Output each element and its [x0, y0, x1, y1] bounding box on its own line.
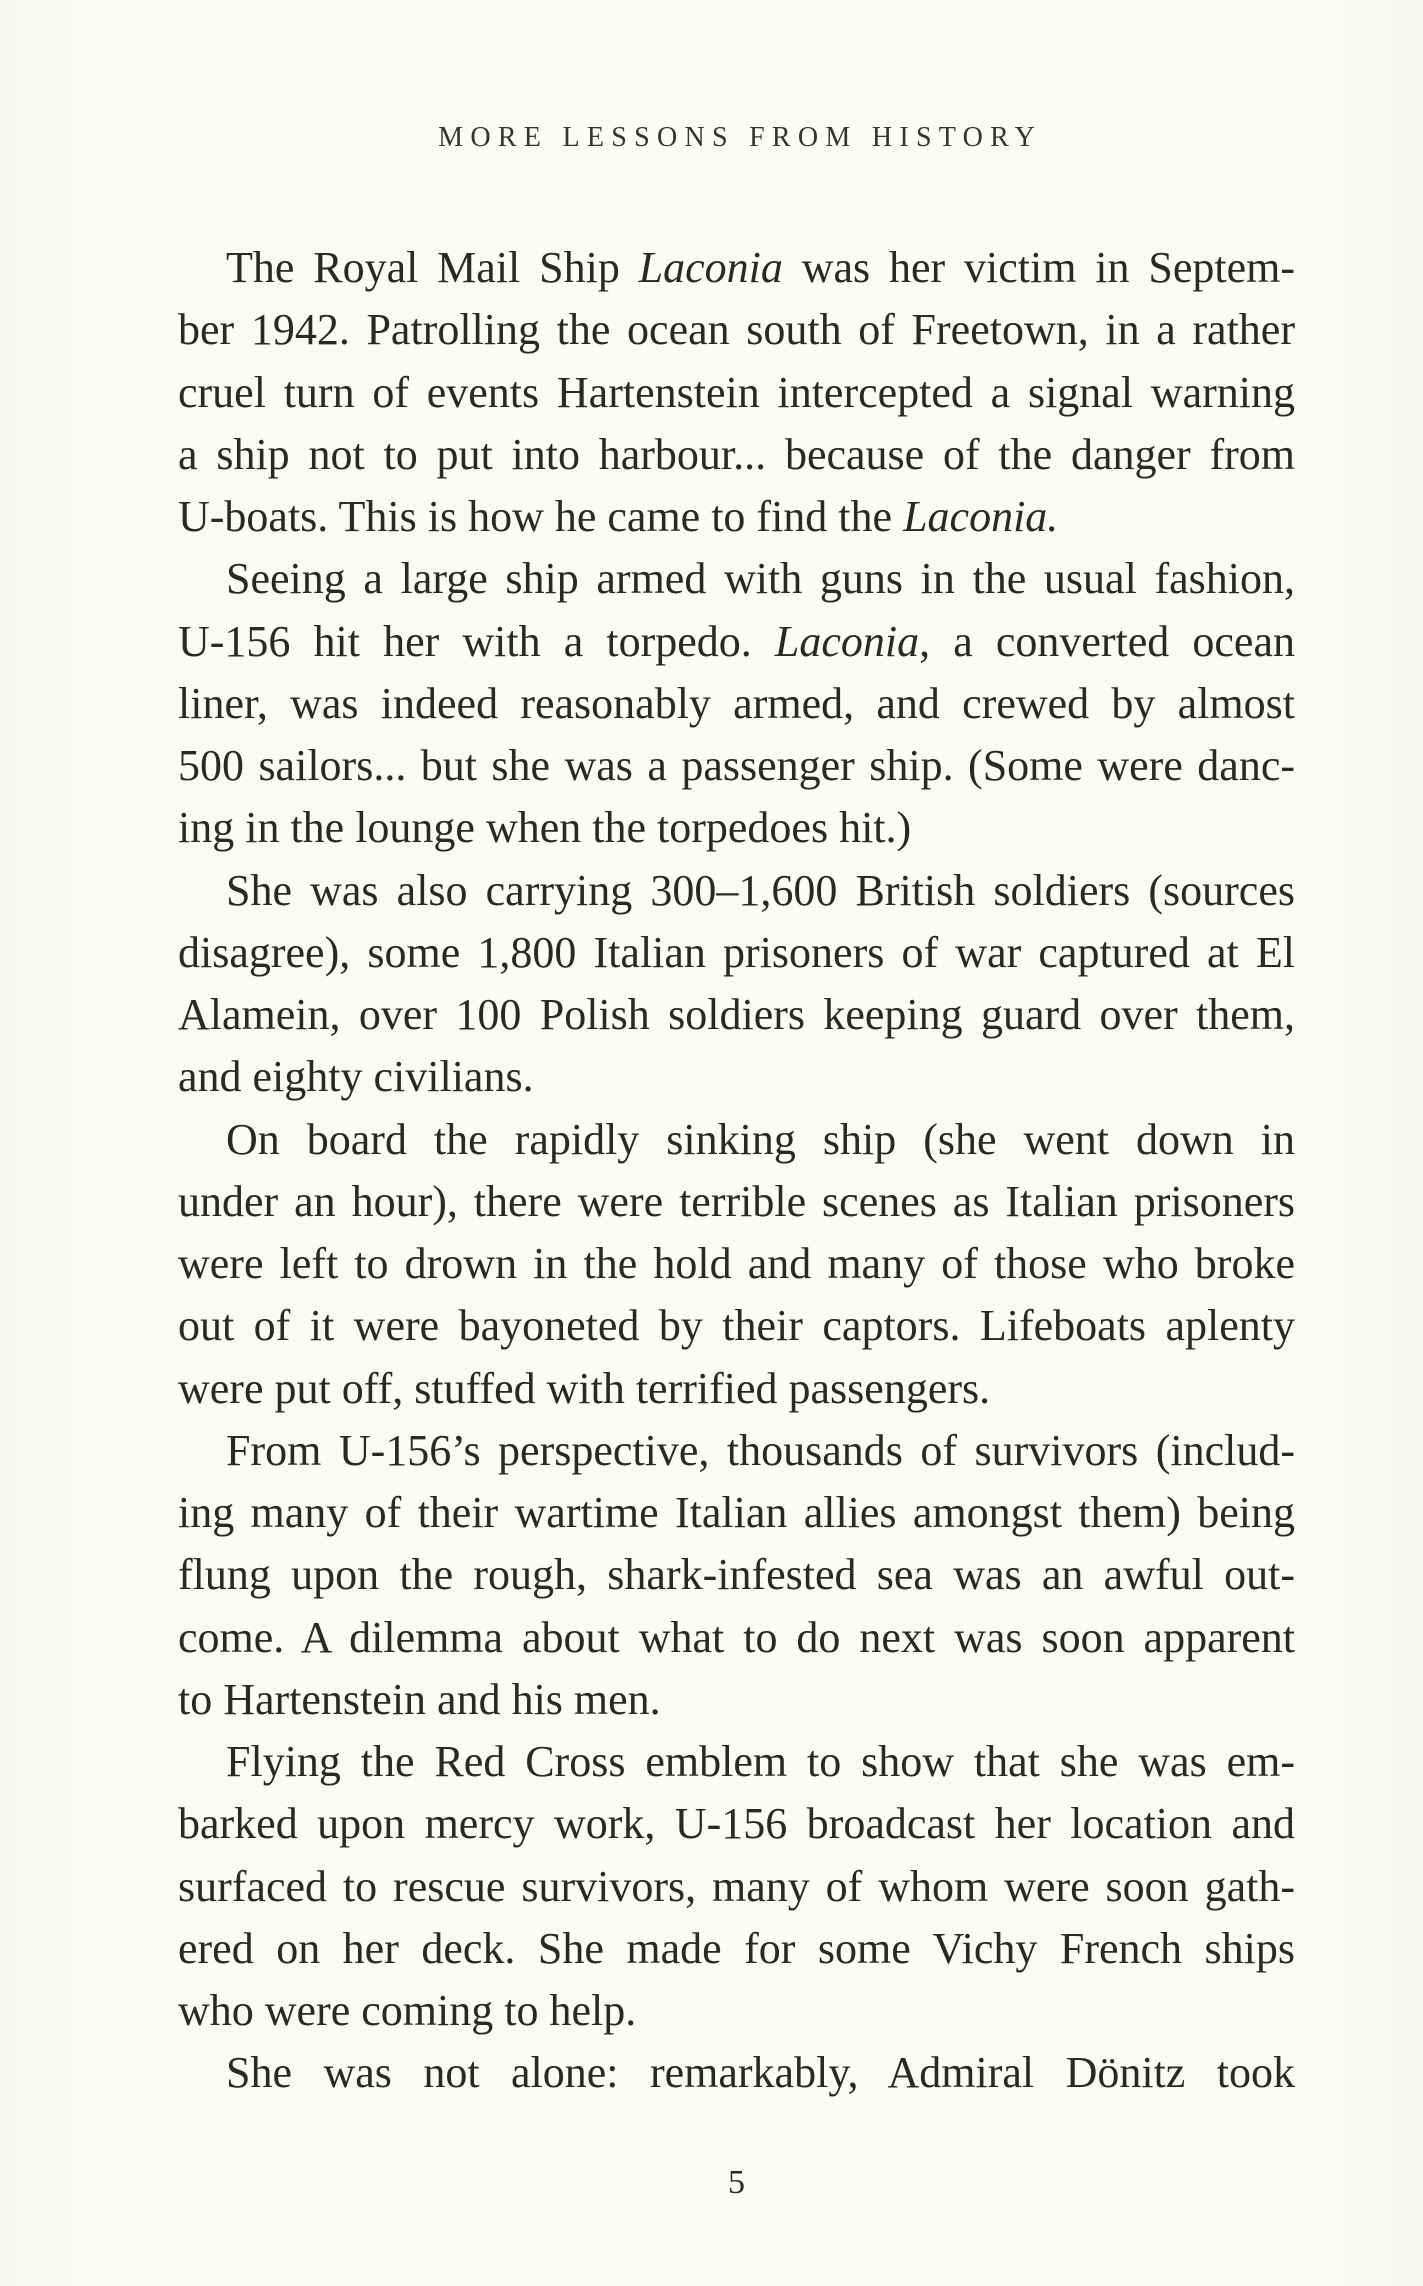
ship-name-italic: Laconia [638, 243, 783, 292]
text-line: On board the rapidly sinking ship (she went down in [226, 1114, 1295, 1164]
text-line: surfaced to rescue survivors, many of whom were soon gath- [178, 1861, 1295, 1911]
text-line: come. A dilemma about what to do next was soon apparent [178, 1612, 1295, 1662]
text-line: a ship not to put into harbour... because of the danger from [178, 429, 1295, 479]
paragraph [178, 1420, 1295, 1731]
text-line: ber 1942. Patrolling the ocean south of Freetown, in a rather [178, 305, 1295, 355]
text-line: barked upon mercy work, U-156 broadcast her location and [178, 1799, 1295, 1849]
text-line: She was also carrying 300–1,600 British soldiers (sources [226, 865, 1295, 915]
text-segment: , a converted ocean [919, 616, 1295, 666]
text-line: under an hour), there were terrible scenes as Italian prisoners [178, 1176, 1295, 1226]
text-line: Flying the Red Cross emblem to show that she was em- [226, 1737, 1295, 1786]
paragraph [178, 2042, 1295, 2104]
text-line: ered on her deck. She made for some Vichy French ships [178, 1923, 1295, 1973]
text-line: and eighty civilians. [178, 1052, 534, 1102]
body-text [178, 237, 1295, 2105]
text-segment: The Royal Mail Ship [226, 243, 639, 292]
text-line: ing many of their wartime Italian allies amongst them) being [178, 1488, 1295, 1537]
text-line: liner, was indeed reasonably armed, and crewed by almost [178, 678, 1295, 728]
text-line: Seeing a large ship armed with guns in the usual fashion, [226, 554, 1295, 604]
text-line: Alamein, over 100 Polish soldiers keeping guard over them, [178, 990, 1295, 1039]
text-line [178, 611, 1295, 673]
page-number: 5 [728, 2164, 745, 2201]
text-line: were left to drown in the hold and many of those who broke [178, 1239, 1295, 1288]
paragraph [178, 548, 1295, 859]
paragraph [178, 1731, 1295, 2042]
text-line [178, 486, 1295, 548]
text-line: 500 sailors... but she was a passenger ship. (Some were danc- [178, 741, 1295, 790]
text-line: She was not alone: remarkably, Admiral Dönitz took [226, 2048, 1295, 2098]
text-line: From U-156’s perspective, thousands of survivors (includ- [226, 1425, 1295, 1475]
text-line: disagree), some 1,800 Italian prisoners of war captured at El [178, 927, 1295, 977]
text-segment: U-boats. This is how he came to find the [178, 492, 904, 541]
paragraph [178, 1109, 1295, 1420]
text-line: who were coming to help. [178, 1986, 637, 2035]
text-line: out of it were bayoneted by their captors. Lifeboats aplenty [178, 1301, 1295, 1351]
text-line: to Hartenstein and his men. [178, 1674, 661, 1724]
ship-name-italic: Laconia [774, 616, 920, 666]
ship-name-italic: Laconia. [903, 492, 1059, 541]
paragraph [178, 237, 1295, 548]
text-line: ing in the lounge when the torpedoes hit.) [178, 803, 912, 853]
text-line: cruel turn of events Hartenstein intercepted a signal warning [178, 367, 1295, 417]
running-head: MORE LESSONS FROM HISTORY [438, 122, 1043, 153]
text-segment: was her victim in Septem- [782, 243, 1295, 292]
text-line: flung upon the rough, shark-infested sea was an awful out- [178, 1550, 1295, 1600]
text-segment: U-156 hit her with a torpedo. [178, 616, 775, 666]
paragraph [178, 860, 1295, 1109]
text-line [178, 237, 1295, 299]
text-line: were put off, stuffed with terrified passengers. [178, 1363, 991, 1413]
